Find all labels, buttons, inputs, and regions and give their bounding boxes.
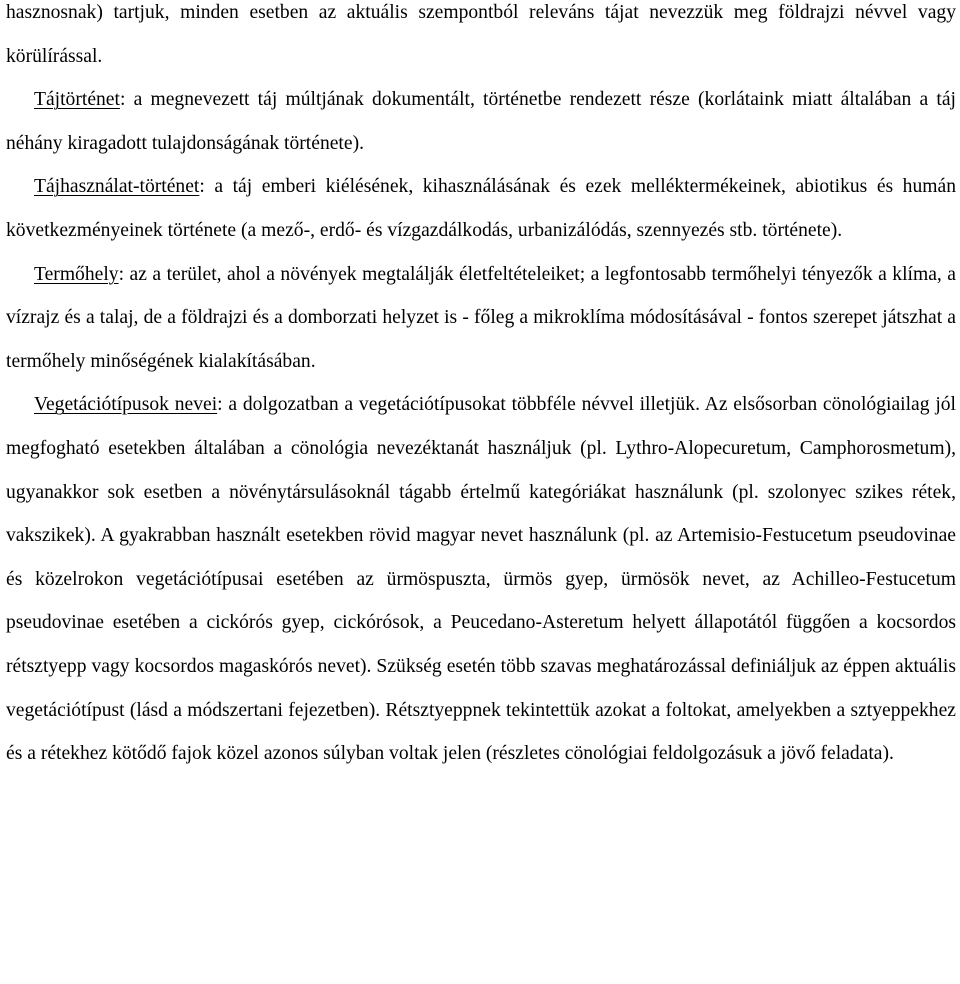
term-separator: :: [119, 89, 126, 111]
term-heading: Termőhely: [34, 263, 119, 285]
paragraph-text: az a terület, ahol a növények megtalálják életfeltételeiket; a legfontosabb termőhelyi tényezők a klíma, a vízrajz és a talaj, de a földrajzi és a domborzati helyzet is - főleg a mikroklíma módosításával - fontos szerepet játszhat a termőhely minőségének kialakításában.: [6, 263, 956, 372]
paragraph-vegetaciotipusok-nevei: [6, 383, 956, 775]
term-separator: :: [118, 263, 125, 285]
term-heading: Vegetációtípusok nevei: [34, 394, 218, 416]
term-separator: :: [217, 394, 223, 416]
paragraph-termohely: [6, 253, 956, 384]
paragraph-tajtortenet: [6, 78, 956, 165]
term-separator: :: [199, 176, 205, 198]
paragraph-text: a dolgozatban a vegetációtípusokat többféle névvel illetjük. Az elsősorban cönológiailag jól megfogható esetekben általában a cönológia nevezéktanát használjuk (pl. Lythro-Alopecuretum, Camphorosmetum), ugyanakkor sok esetben a növénytársulásoknál tágabb értelmű kategóriákat használunk (pl. szolonyec szikes rétek, vakszikek). A gyakrabban használt esetekben rövid magyar nevet használunk (pl. az Artemisio-Festucetum pseudovinae és közelrokon vegetációtípusai esetében az ürmöspuszta, ürmös gyep, ürmösök nevet, az Achilleo-Festucetum pseudovinae esetében a cickórós gyep, cickórósok, a Peucedano-Asteretum helyett állapotától függően a kocsordos rétsztyepp vagy kocsordos magaskórós nevet). Szükség esetén több szavas meghatározással definiáljuk az éppen aktuális vegetációtípust (lásd a módszertani fejezetben). Rétsztyeppnek tekintettük azokat a foltokat, amelyekben a sztyeppekhez és a rétekhez kötődő fajok közel azonos súlyban voltak jelen (részletes cönológiai feldolgozásuk a jövő feladata).: [6, 394, 957, 765]
term-heading: Tájhasználat-történet: [34, 176, 200, 198]
paragraph-text: a táj emberi kiélésének, kihasználásának és ezek melléktermékeinek, abiotikus és humán következményeinek története (a mező-, erdő- és vízgazdálkodás, urbanizálódás, szennyezés stb. története).: [6, 176, 956, 241]
term-heading: Tájtörténet: [34, 89, 120, 111]
paragraph-continuation: [6, 0, 956, 78]
paragraph-text: a megnevezett táj múltjának dokumentált, történetbe rendezett része (korlátaink miatt általában a táj néhány kiragadott tulajdonságának története).: [6, 89, 956, 154]
paragraph-text: hasznosnak) tartjuk, minden esetben az aktuális szempontból releváns tájat nevezzük meg földrajzi névvel vagy körülírással.: [6, 2, 956, 67]
paragraph-tajhasznalat-tortenet: [6, 165, 956, 252]
